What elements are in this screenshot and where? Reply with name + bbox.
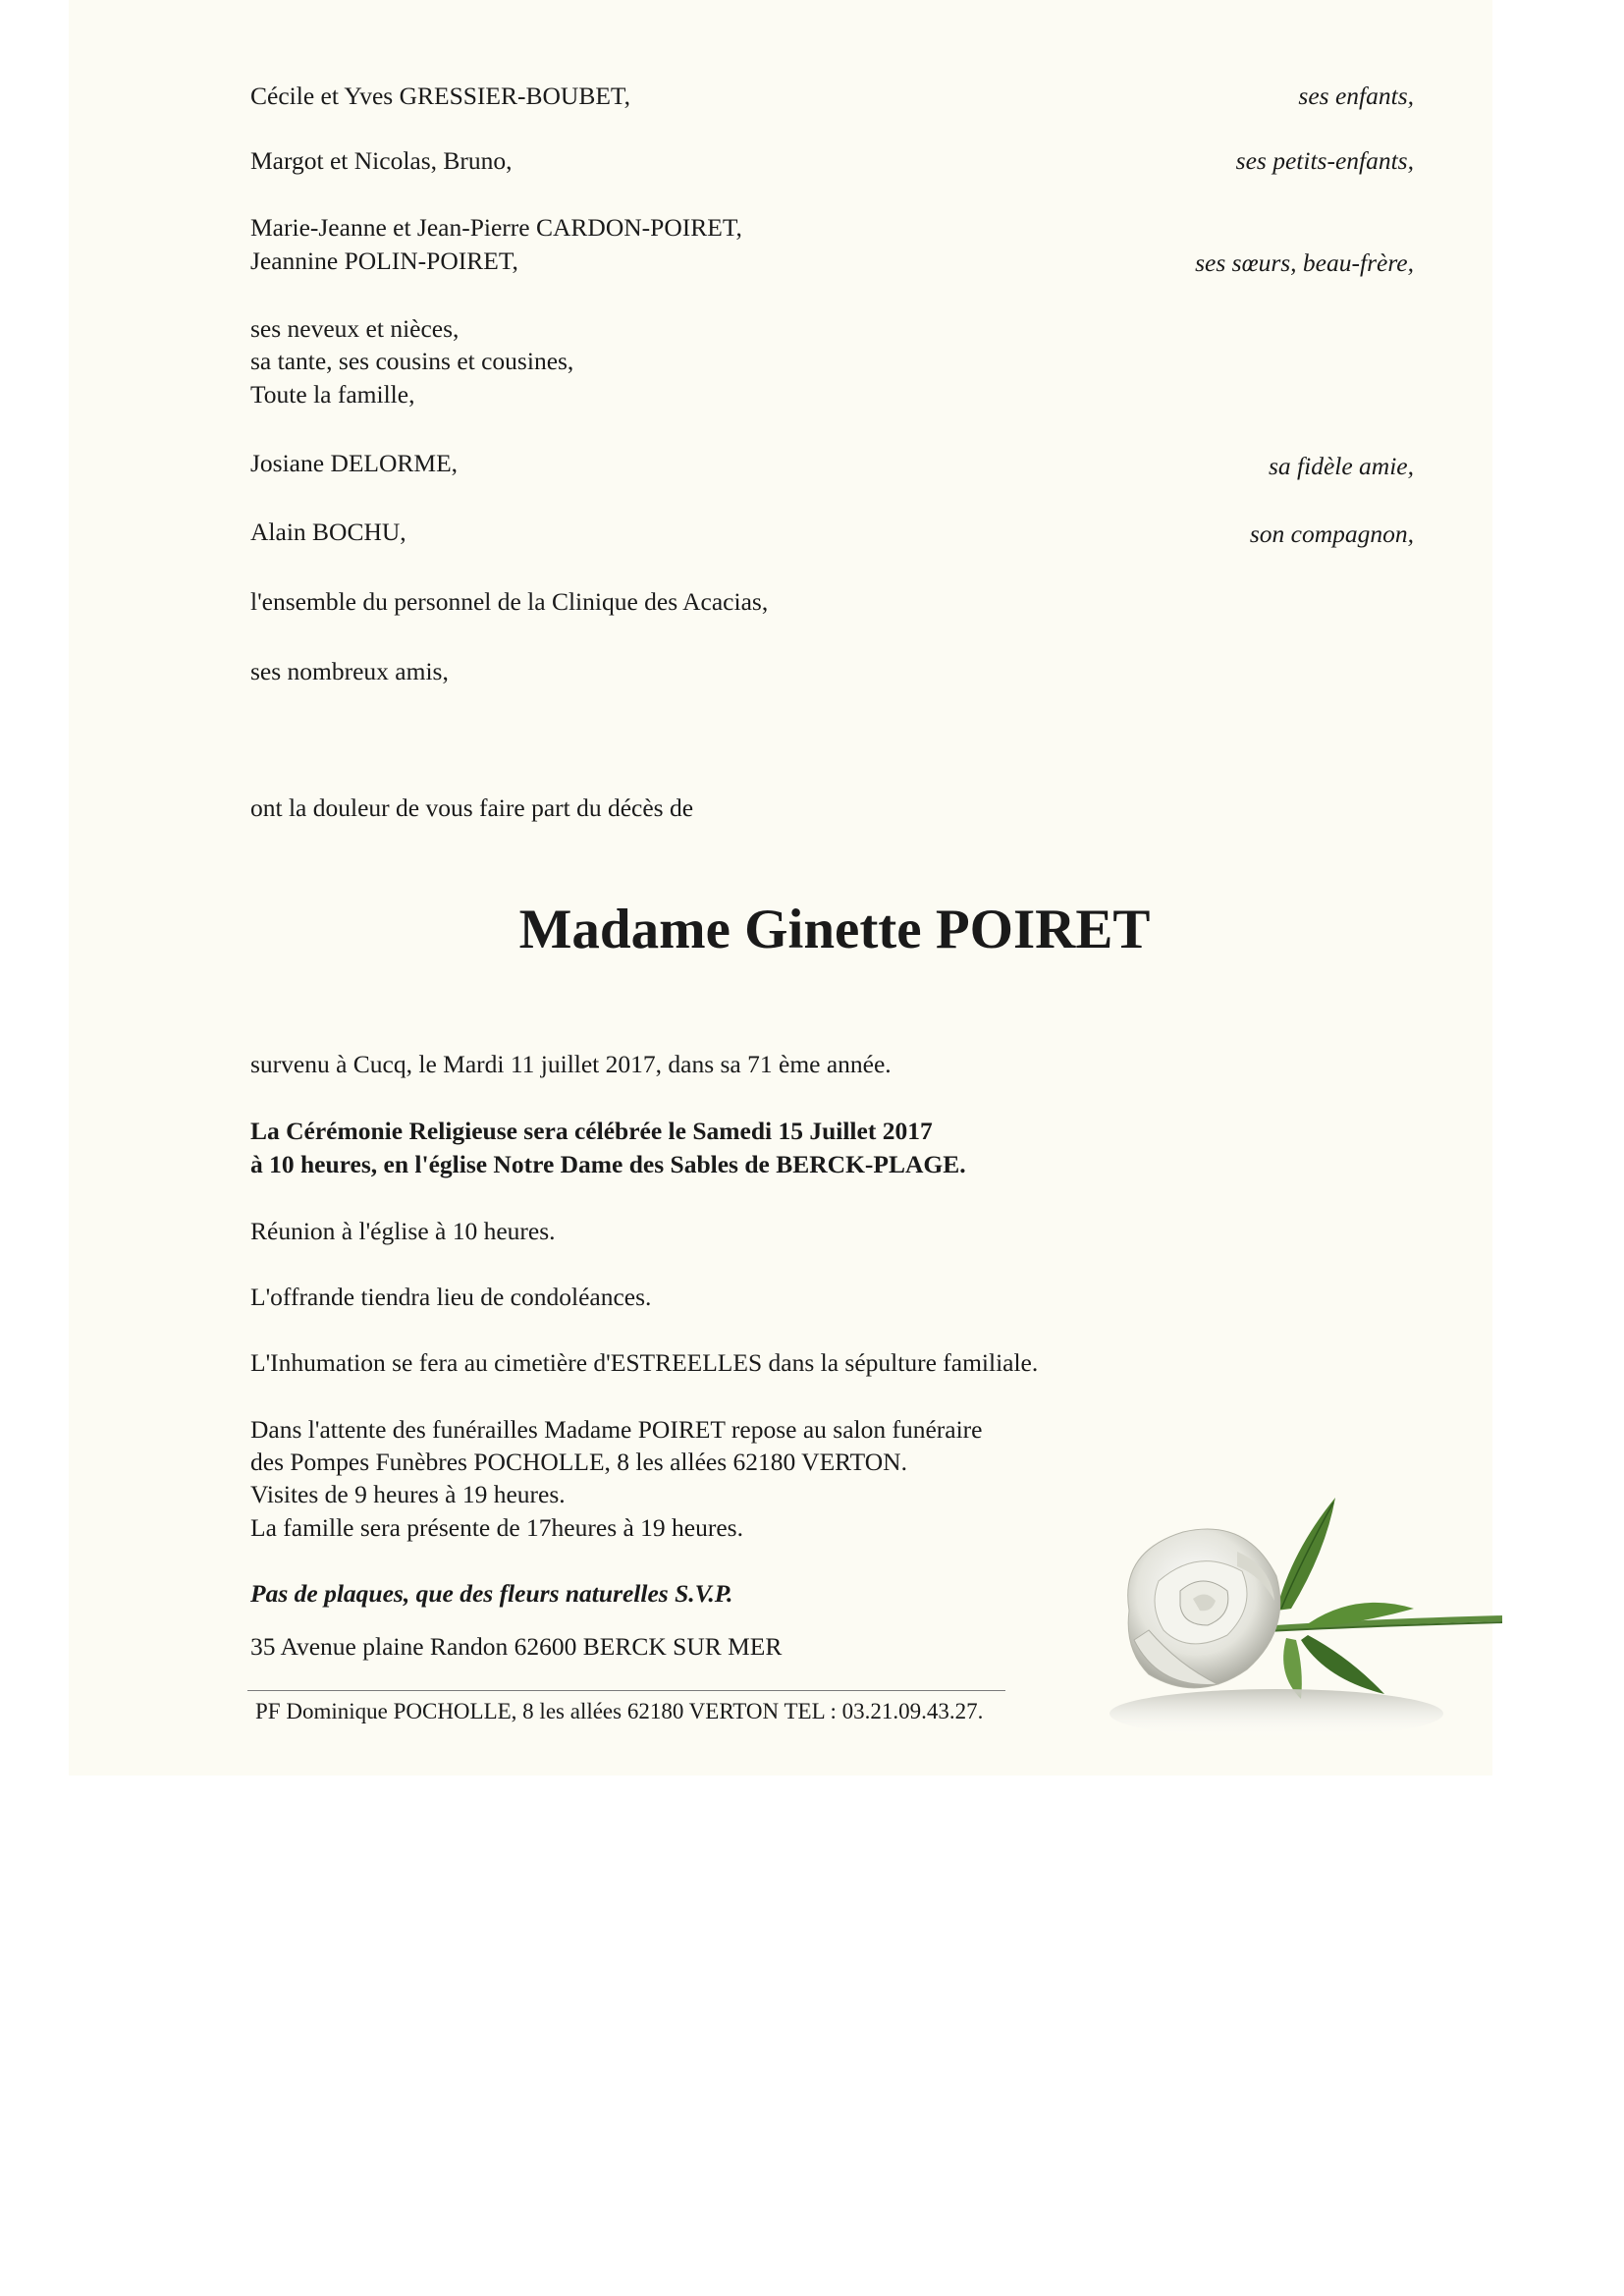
family-children: Cécile et Yves GRESSIER-BOUBET, [250, 82, 630, 110]
meeting-info: Réunion à l'église à 10 heures. [250, 1217, 556, 1245]
friend-name: Josiane DELORME, [250, 449, 459, 477]
clinic-staff: l'ensemble du personnel de la Clinique des Acacias, [250, 587, 769, 616]
deceased-name: Madame Ginette POIRET [518, 899, 1151, 960]
viewing-line-4: La famille sera présente de 17heures à 19 heures. [250, 1513, 743, 1542]
family-aunt-cousins: sa tante, ses cousins et cousines, [250, 347, 574, 375]
flowers-note: Pas de plaques, que des fleurs naturelles S.V.P. [250, 1579, 733, 1608]
ceremony-line-1: La Cérémonie Religieuse sera célébrée le Samedi 15 Juillet 2017 [250, 1117, 933, 1145]
viewing-line-1: Dans l'attente des funérailles Madame POIRET repose au salon funéraire [250, 1415, 983, 1444]
funeral-home-footer: PF Dominique POCHOLLE, 8 les allées 62180 VERTON TEL : 03.21.09.43.27. [255, 1699, 984, 1723]
relation-children: ses enfants, [1298, 82, 1414, 110]
family-sister-2: Jeannine POLIN-POIRET, [250, 246, 518, 275]
offering-info: L'offrande tiendra lieu de condoléances. [250, 1283, 652, 1311]
announcement-text: ont la douleur de vous faire part du décès de [250, 793, 694, 822]
footer-separator [247, 1690, 1005, 1691]
family-sister-1: Marie-Jeanne et Jean-Pierre CARDON-POIRET, [250, 213, 742, 242]
white-rose-illustration [1090, 1493, 1502, 1748]
viewing-line-3: Visites de 9 heures à 19 heures. [250, 1480, 566, 1508]
ceremony-line-2: à 10 heures, en l'église Notre Dame des Sables de BERCK-PLAGE. [250, 1150, 966, 1178]
family-address: 35 Avenue plaine Randon 62600 BERCK SUR MER [250, 1632, 783, 1661]
friends: ses nombreux amis, [250, 657, 449, 685]
death-info: survenu à Cucq, le Mardi 11 juillet 2017, dans sa 71 ème année. [250, 1050, 892, 1078]
relation-grandchildren: ses petits-enfants, [1235, 146, 1414, 175]
relation-friend: sa fidèle amie, [1268, 452, 1414, 480]
family-all: Toute la famille, [250, 380, 415, 409]
relation-sisters: ses sœurs, beau-frère, [1195, 248, 1414, 277]
companion-name: Alain BOCHU, [250, 518, 406, 546]
burial-info: L'Inhumation se fera au cimetière d'ESTREELLES dans la sépulture familiale. [250, 1348, 1039, 1377]
family-nephews: ses neveux et nièces, [250, 314, 460, 343]
viewing-line-2: des Pompes Funèbres POCHOLLE, 8 les allées 62180 VERTON. [250, 1448, 907, 1476]
family-grandchildren: Margot et Nicolas, Bruno, [250, 146, 513, 175]
relation-companion: son compagnon, [1249, 519, 1414, 548]
